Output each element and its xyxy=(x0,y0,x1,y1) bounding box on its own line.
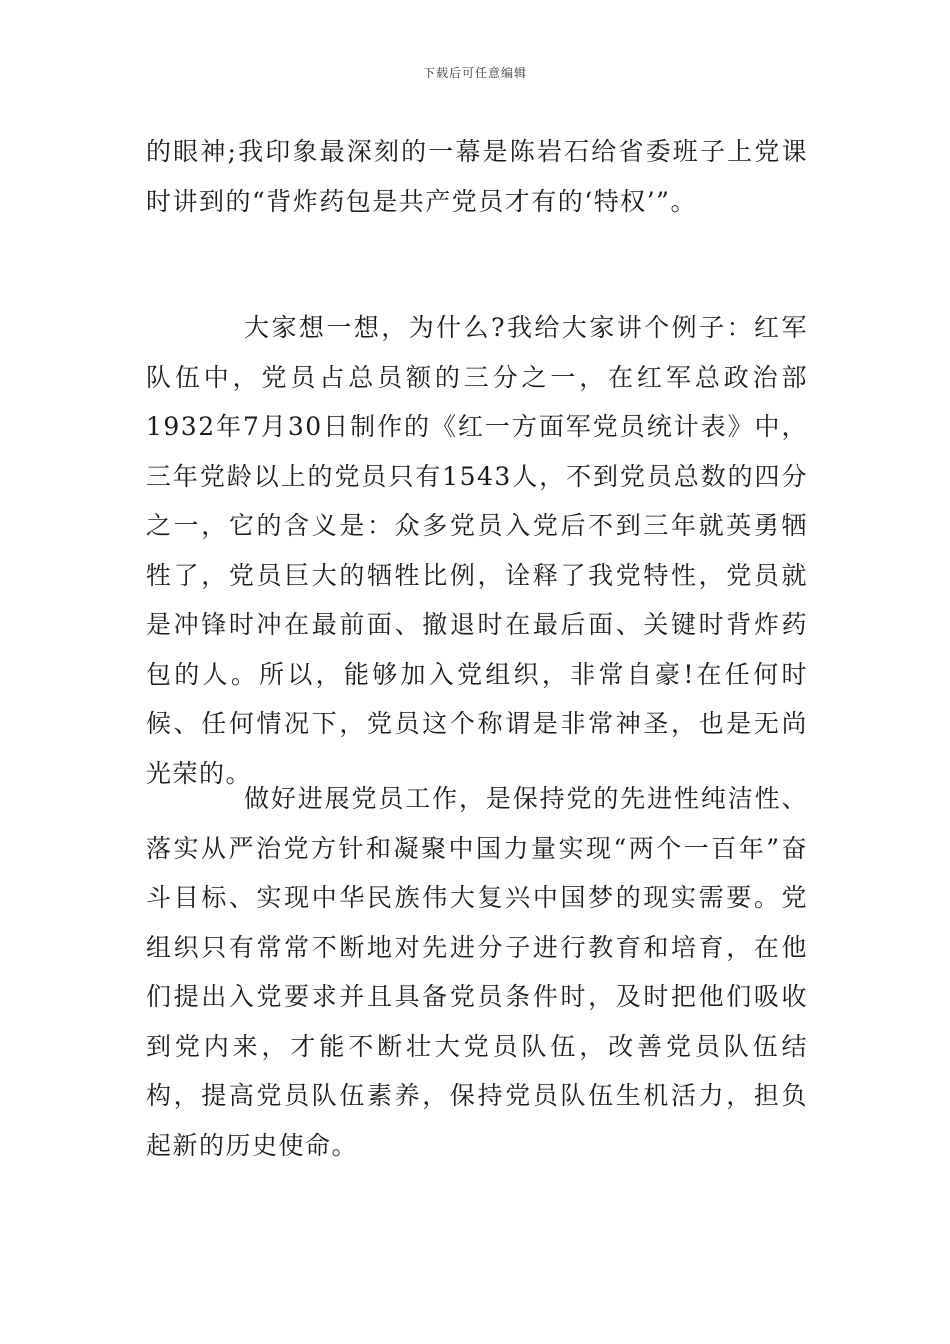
page-header: 下载后可任意编辑 xyxy=(422,66,527,80)
paragraph-2 xyxy=(146,303,808,798)
paragraph-text: 做好进展党员工作，是保持党的先进性纯洁性、落实从严治党方针和凝聚中国力量实现“两个一百年”奋斗目标、实现中华民族伟大复兴中国梦的现实需要。党组织只有常常不断地对先进分子进行教育和培育，在他们提出入党要求并且具备党员条件时，及时把他们吸收到党内来，才能不断壮大党员队伍，改善党员队伍结构，提高党员队伍素养，保持党员队伍生机活力，担负起新的历史使命。 xyxy=(146,784,808,1160)
paragraph-1 xyxy=(146,127,808,226)
paragraph-text: 的眼神;我印象最深刻的一幕是陈岩石给省委班子上党课时讲到的“背炸药包是共产党员才有的‘特权’”。 xyxy=(146,137,808,216)
paragraph-3 xyxy=(146,774,808,1170)
paragraph-text: 大家想一想，为什么?我给大家讲个例子：红军队伍中，党员占总员额的三分之一，在红军总政治部1932年7月30日制作的《红一方面军党员统计表》中，三年党龄以上的党员只有1543人，不到党员总数的四分之一，它的含义是：众多党员入党后不到三年就英勇牺牲了，党员巨大的牺牲比例，诠释了我党特性，党员就是冲锋时冲在最前面、撤退时在最后面、关键时背炸药包的人。所以，能够加入党组织，非常自豪!在任何时候、任何情况下，党员这个称谓是非常神圣，也是无尚光荣的。 xyxy=(146,313,808,788)
